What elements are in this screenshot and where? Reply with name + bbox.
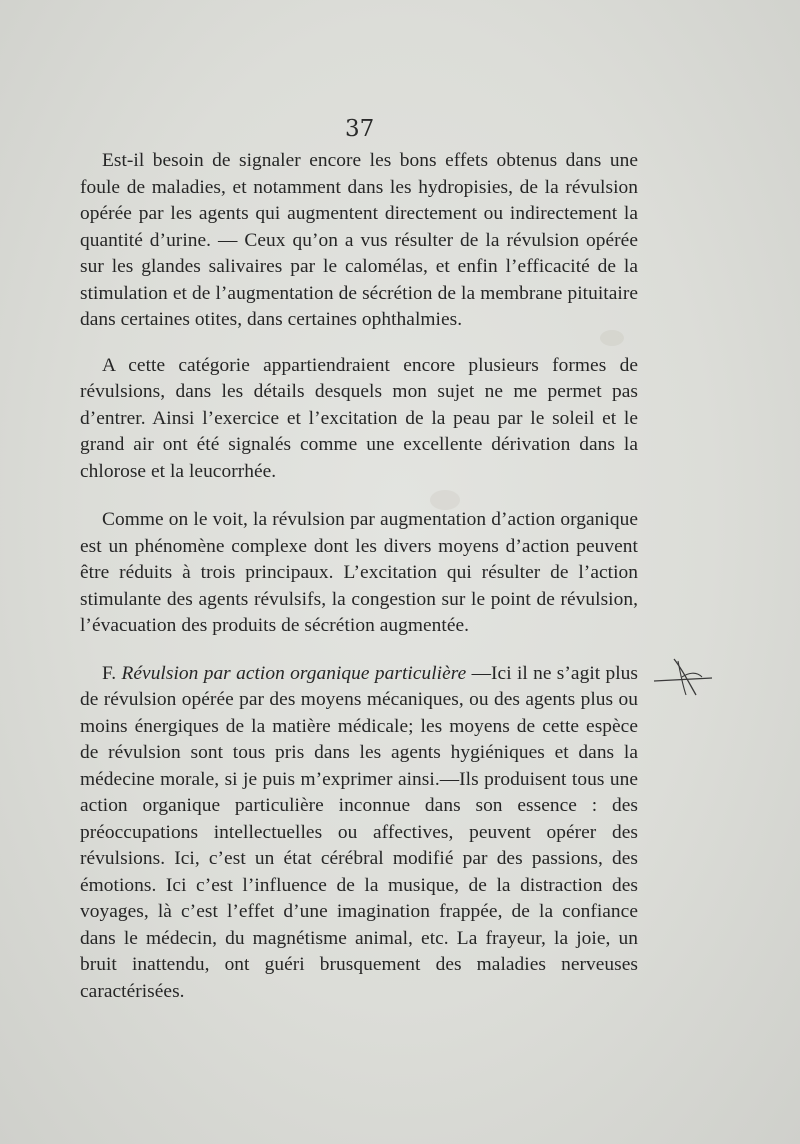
- paragraph: A cette catégorie appartiendraient encore plusieurs formes de révulsions, dans les détails desquels mon sujet ne me permet pas d’entrer. Ainsi l’exercice et l’excitation de la peau par le soleil et le grand air ont été signalés comme une excellente dérivation dans la chlorose et la leucorrhée.: [80, 354, 638, 482]
- section-heading: Révulsion par action organique particulière: [121, 662, 467, 684]
- paragraph: Comme on le voit, la révulsion par augmentation d’action organique est un phénomène complexe dont les divers moyens d’action peuvent être réduits à trois principaux. L’excitation qui résulter de l’action stimulante des agents révulsifs, la congestion sur le point de révulsion, l’évacuation des produits de sécrétion augmentée.: [80, 509, 638, 636]
- page-number: 37: [345, 116, 375, 142]
- paragraph-text: —Ici il ne s’agit plus de révulsion opérée par des moyens mécaniques, ou des agents plus ou moins énergiques de la matière médicale; les moyens de cette espèce de révulsion sont tous pris dans les agents hygiéniques et dans la médecine morale, si je puis m’exprimer ainsi.—Ils produisent tous une action organique particulière inconnue dans son essence : des préoccupations intellectuelles ou affectives, peuvent opérer des révulsions. Ici, c’est un état cérébral modifié par des passions, des émotions. Ici c’est l’influence de la musique, de la distraction des voyages, là c’est l’effet d’une imagination frappée, de la confiance dans le médecin, du magnétisme animal, etc. La frayeur, la joie, un bruit inattendu, ont guéri brusquement des maladies nerveuses caractérisées.: [80, 662, 639, 1002]
- handwritten-margin-mark: [652, 655, 714, 699]
- paragraph: Est-il besoin de signaler encore les bons effets obtenus dans une foule de maladies, et notamment dans les hydropisies, de la révulsion opérée par les agents qui augmentent directement ou indirectement la quantité d’urine. — Ceux qu’on a vus résulter de la révulsion opérée sur les glandes salivaires par le calomélas, et enfin l’efficacité de la stimulation et de l’augmentation de sécrétion de la membrane pituitaire dans certaines otites, dans certaines ophthalmies.: [80, 150, 638, 330]
- section-letter: F.: [102, 662, 122, 684]
- paragraph: [80, 661, 638, 1006]
- body-text: [80, 148, 638, 1005]
